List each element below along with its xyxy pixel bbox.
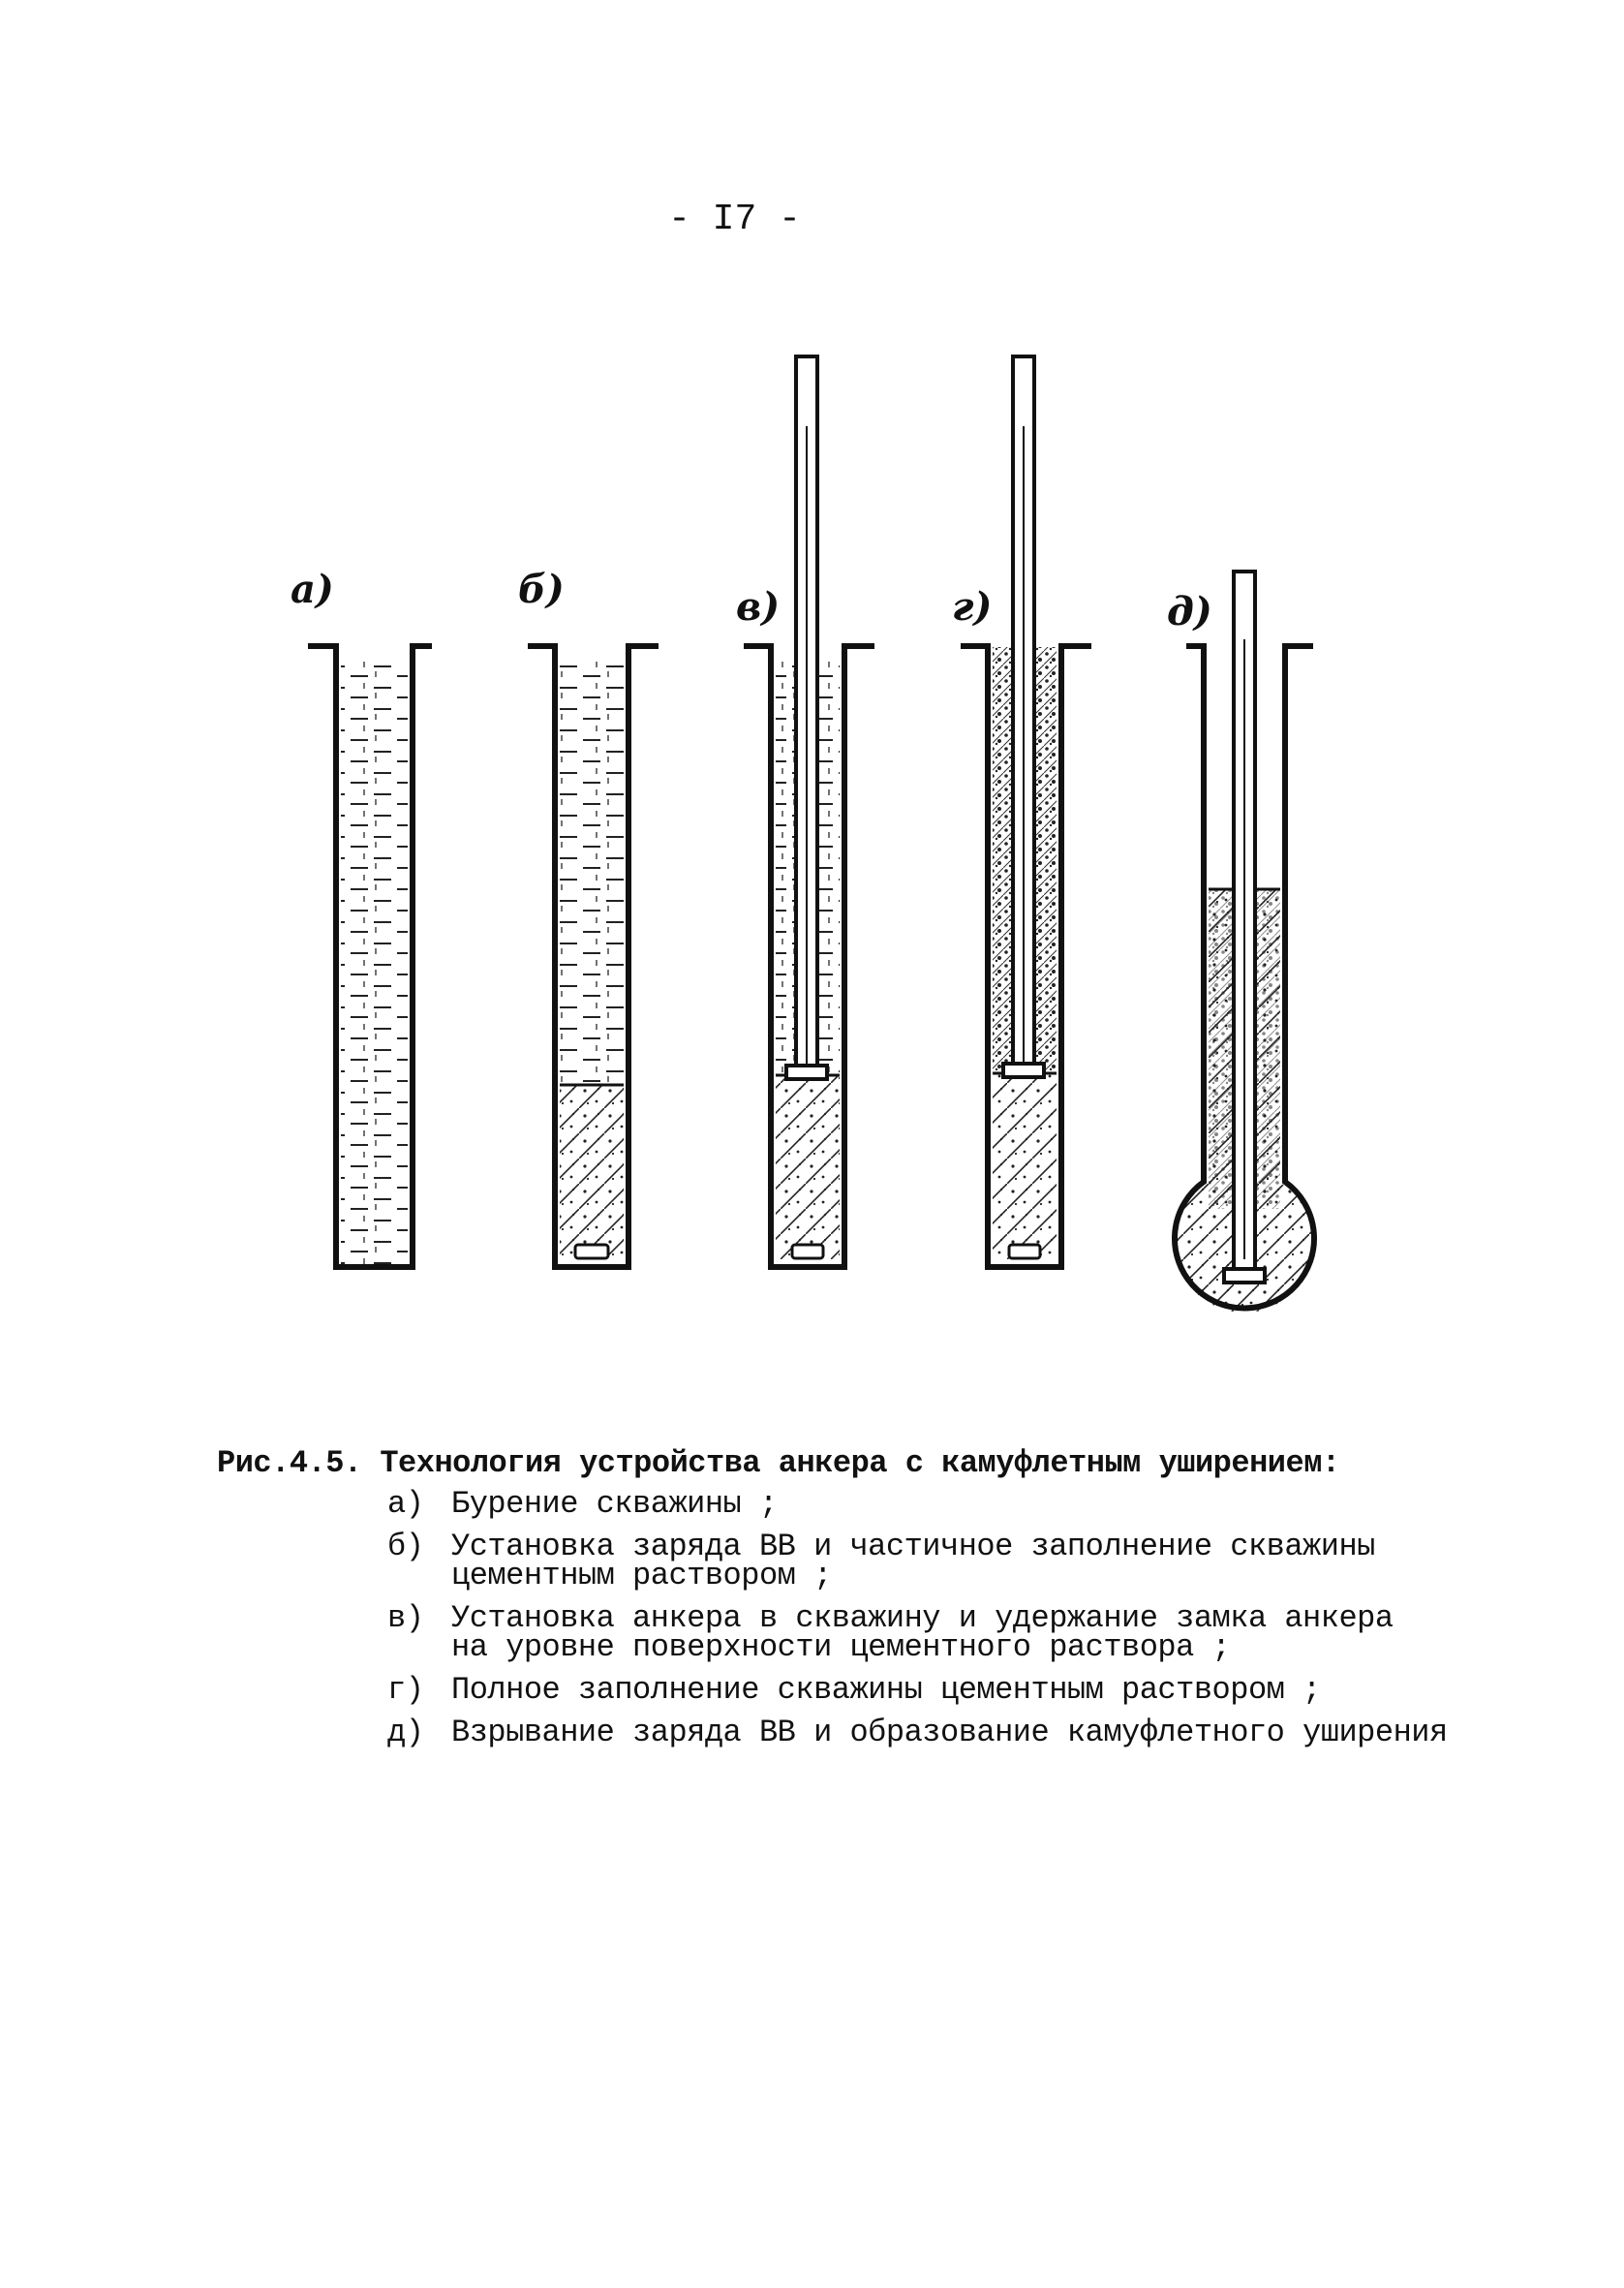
panel-d-label: д) [1167,589,1212,634]
caption-item-b [217,1529,1592,1593]
caption-marker: в) [387,1600,424,1636]
caption-marker: а) [387,1486,424,1522]
panel-v [736,356,874,1267]
caption-title: Рис.4.5. Технология устройства анкера с камуфлетным уширением: [217,1445,1340,1481]
panel-v-label: в) [736,584,781,630]
caption-item-d [217,1715,1592,1750]
caption-text: Полное заполнение скважины цементным раствором ; [451,1672,1321,1708]
caption-text: Установка анкера в скважину и удержание замка анкера на уровне поверхности цементного раствора ; [451,1600,1394,1665]
caption-item-v [217,1600,1592,1665]
panel-d [1167,572,1314,1313]
panel-g-label: г) [952,584,993,630]
caption-list [217,1486,1592,1750]
caption-marker: б) [387,1529,424,1564]
caption-item-a [217,1486,1592,1522]
panel-a [291,567,432,1267]
caption-marker: д) [387,1715,424,1750]
panel-b-label: б) [518,567,565,612]
caption-marker: г) [387,1672,424,1708]
figure-caption [217,1443,1592,1761]
caption-text: Установка заряда ВВ и частичное заполнение скважины цементным раствором ; [451,1529,1375,1593]
caption-text: Взрывание заряда ВВ и образование камуфлетного уширения [451,1715,1448,1750]
panel-g [952,356,1091,1267]
page-number: - I7 - [668,199,801,240]
panel-b [518,567,659,1267]
caption-item-g [217,1672,1592,1708]
panel-a-label: а) [291,567,334,612]
caption-text: Бурение скважины ; [451,1486,778,1522]
